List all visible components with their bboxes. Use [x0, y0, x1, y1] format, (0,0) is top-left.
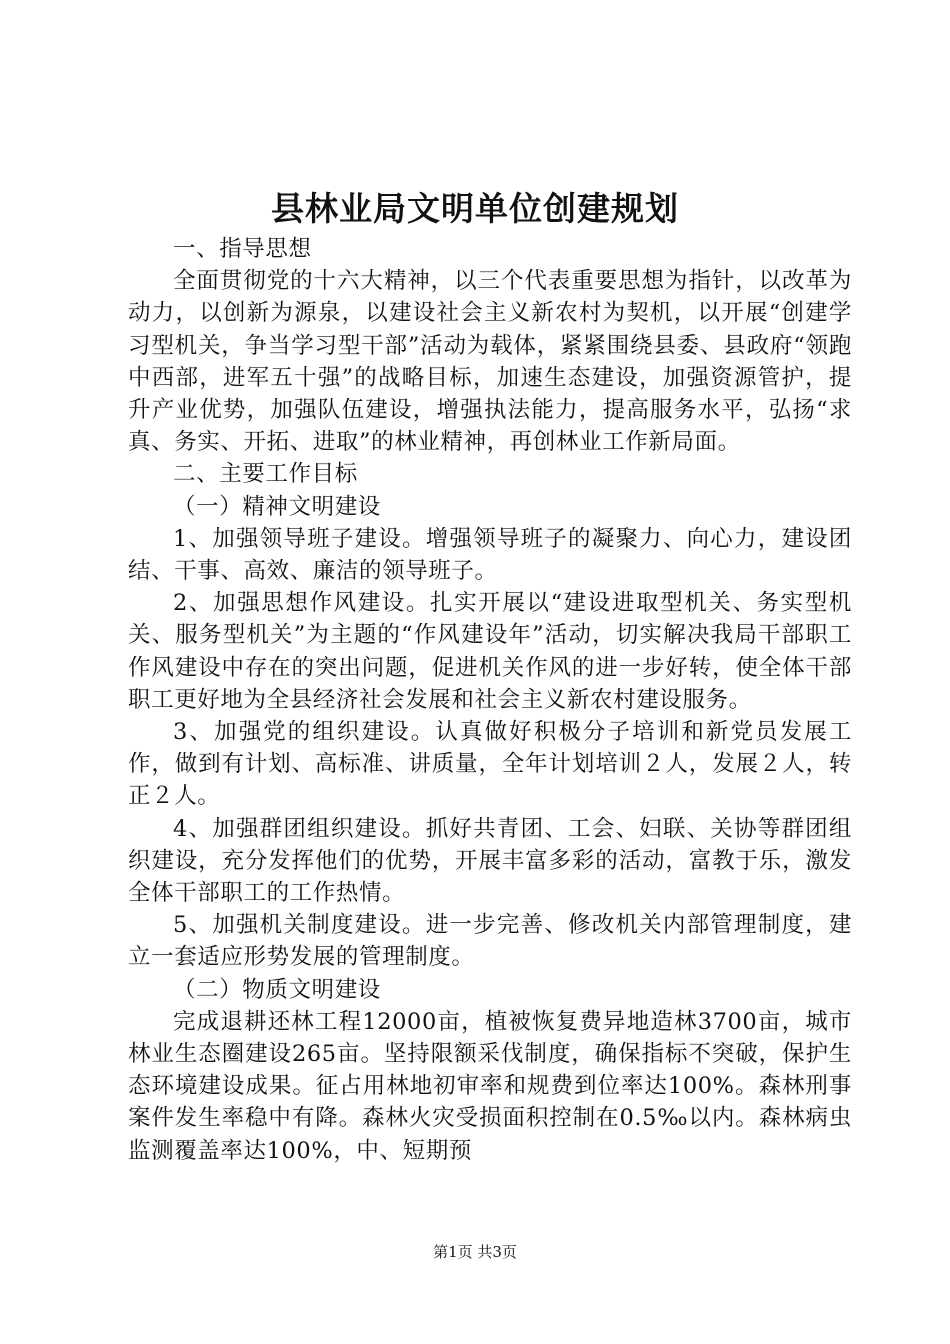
section-heading-guiding-ideology: 一、指导思想 — [173, 236, 312, 262]
subsection-heading-spiritual: （一）精神文明建设 — [173, 493, 381, 520]
document-title: 县林业局文明单位创建规划 — [271, 189, 679, 228]
paragraph-item-4: 4、加强群团组织建设。抓好共青团、工会、妇联、关协等群团组织建设，充分发挥他们的优势，开展丰富多彩的活动，富教于乐，激发全体干部职工的工作热情。 — [128, 815, 852, 907]
section-heading-main-goals: 二、主要工作目标 — [173, 461, 358, 488]
subsection-heading-material: （二）物质文明建设 — [173, 976, 381, 1003]
paragraph-item-1: 1、加强领导班子建设。增强领导班子的凝聚力、向心力，建设团结、干事、高效、廉洁的领导班子。 — [128, 525, 852, 585]
paragraph-guiding-ideology: 全面贯彻党的十六大精神，以三个代表重要思想为指针，以改革为动力，以创新为源泉，以建设社会主义新农村为契机，以开展“创建学习型机关，争当学习型干部”活动为载体，紧紧围绕县委、县政府“领跑中西部，进军五十强”的战略目标，加速生态建设，加强资源管护，提升产业优势，加强队伍建设，增强执法能力，提高服务水平，弘扬“求真、务实、开拓、进取”的林业精神，再创林业工作新局面。 — [128, 268, 852, 456]
paragraph-item-5: 5、加强机关制度建设。进一步完善、修改机关内部管理制度，建立一套适应形势发展的管理制度。 — [128, 912, 852, 971]
document-body — [128, 233, 852, 1167]
paragraph-material: 完成退耕还林工程12000亩，植被恢复费异地造林3700亩，城市林业生态圈建设265亩。坚持限额采伐制度，确保指标不突破，保护生态环境建设成果。征占用林地初审率和规费到位率达100%。森林刑事案件发生率稳中有降。森林火灾受损面积控制在0.5‰以内。森林病虫监测覆盖率达100%，中、短期预 — [128, 1008, 852, 1164]
page-footer: 第1页 共3页 — [433, 1243, 517, 1261]
paragraph-item-2: 2、加强思想作风建设。扎实开展以“建设进取型机关、务实型机关、服务型机关”为主题的“作风建设年”活动，切实解决我局干部职工作风建设中存在的突出问题，促进机关作风的进一步好转，使全体干部职工更好地为全县经济社会发展和社会主义新农村建设服务。 — [128, 590, 852, 713]
paragraph-item-3: 3、加强党的组织建设。认真做好积极分子培训和新党员发展工作，做到有计划、高标准、讲质量，全年计划培训２人，发展２人，转正２人。 — [128, 719, 852, 810]
